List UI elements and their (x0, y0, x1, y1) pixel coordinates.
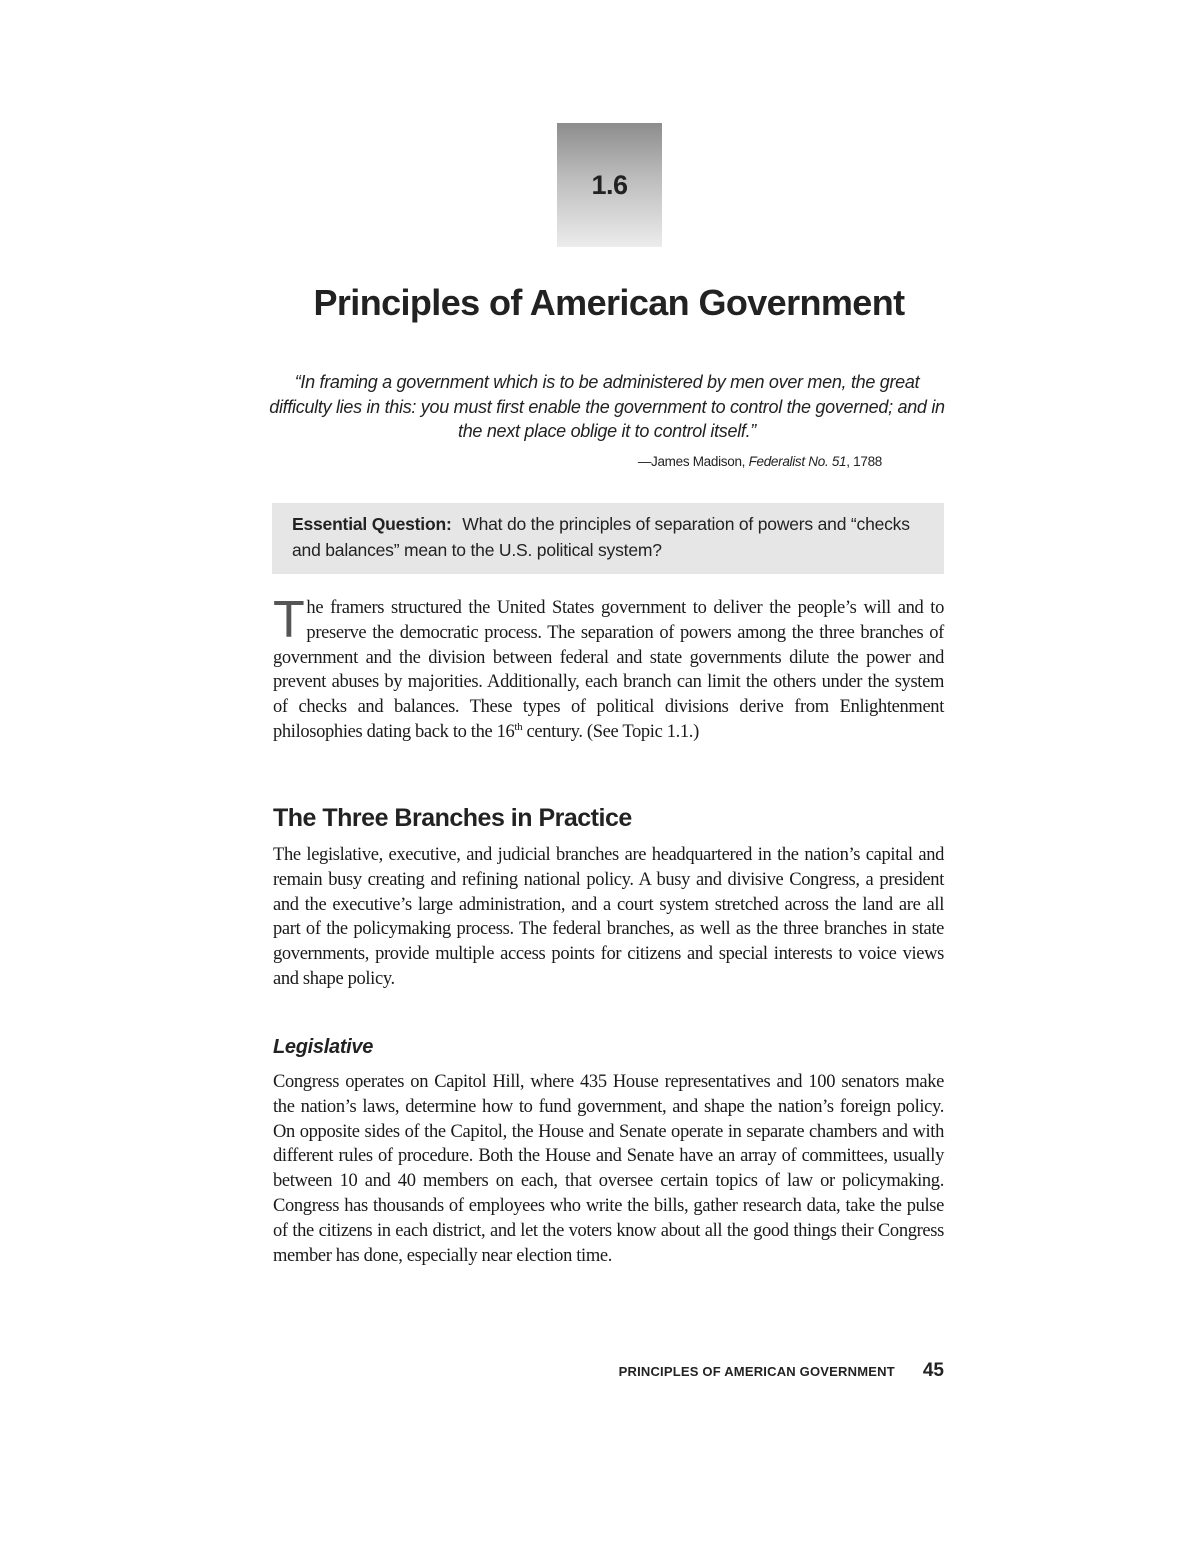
section-number: 1.6 (591, 169, 628, 200)
epigraph-attribution (638, 454, 882, 469)
essential-question-label: Essential Question: (292, 514, 452, 534)
section-heading-three-branches: The Three Branches in Practice (273, 804, 632, 832)
essential-question-box (272, 503, 944, 574)
drop-cap: T (273, 591, 305, 649)
page-number: 45 (922, 1360, 944, 1381)
subheading-legislative: Legislative (273, 1036, 374, 1058)
running-title: PRINCIPLES OF AMERICAN GOVERNMENT (618, 1364, 895, 1379)
page-footer (619, 1360, 944, 1382)
page-title: Principles of American Government (313, 282, 905, 323)
essential-question-text: What do the principles of separation of powers and “checks and balances” mean to the U.S. political system? (292, 514, 910, 560)
legislative-paragraph: Congress operates on Capitol Hill, where 435 House representatives and 100 senators make the nation’s laws, determine how to fund government, and shape the nation’s foreign policy. On opposite sides of the Capitol, the House and Senate operate in separate chambers and with different rules of procedure. Both the House and Senate have an array of committees, usually between 10 and 40 members on each, that oversee certain topics of law or policymaking. Congress has thousands of employees who write the bills, gather research data, take the pulse of the citizens in each district, and let the voters know about all the good things their Congress member has done, especially near election time. (273, 1072, 944, 1266)
section-number-badge (557, 123, 662, 247)
three-branches-paragraph: The legislative, executive, and judicial branches are headquartered in the nation’s capital and remain busy creating and refining national policy. A busy and divisive Congress, a president and the executive’s large administration, and a court system stretched across the land are all part of the policymaking process. The federal branches, as well as the three branches in state governments, provide multiple access points for citizens and special interests to voice views and shape policy. (273, 845, 944, 989)
intro-ordinal-suffix: th (514, 720, 523, 733)
intro-text-part-1: he framers structured the United States government to deliver the people’s will and to preserve the democratic process. The separation of powers among the three branches of government and the division between federal and state governments dilute the power and prevent abuses by majorities. Additionally, each branch can limit the others under the system of checks and balances. These types of political divisions derive from Enlightenment philosophies dating back to the 16 (273, 598, 944, 742)
intro-text-part-2: century. (See Topic 1.1.) (522, 721, 699, 742)
intro-paragraph (273, 591, 944, 745)
attribution-year: , 1788 (846, 454, 882, 469)
epigraph-quote: “In framing a government which is to be administered by men over men, the great difficulty lies in this: you must first enable the government to control the governed; and in the next place oblige it to control itself.” (269, 372, 945, 441)
attribution-author: —James Madison, (637, 454, 749, 469)
attribution-source: Federalist No. 51 (748, 454, 847, 469)
